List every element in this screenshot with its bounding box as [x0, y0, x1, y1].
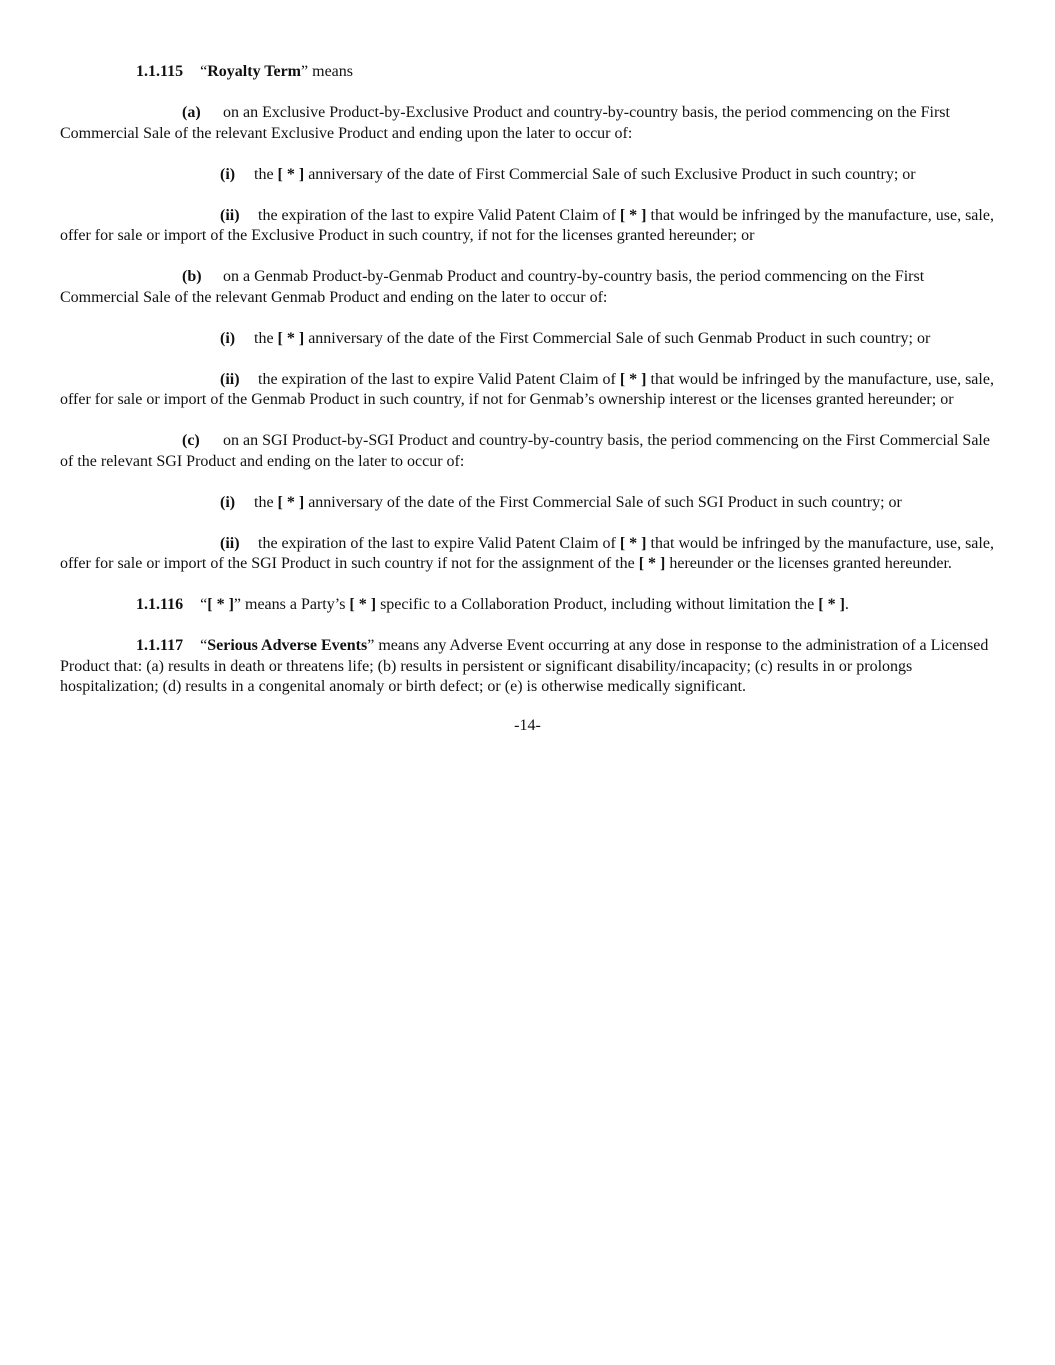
- clause-c-i: [60, 493, 995, 514]
- clause-c: [60, 431, 995, 472]
- clause-b-ii: [60, 370, 995, 411]
- defined-term: Royalty Term: [207, 63, 302, 80]
- definition-lead: ” means: [301, 63, 353, 80]
- redaction-mark: [ * ]: [818, 596, 845, 613]
- redaction-mark: [ * ]: [619, 370, 647, 388]
- clause-label: (b): [182, 268, 202, 285]
- definition-text: .: [844, 596, 849, 613]
- clause-text: anniversary of the date of the First Commercial Sale of such Genmab Product in such country; or: [304, 329, 931, 347]
- clause-text: anniversary of the date of First Commercial Sale of such Exclusive Product in such country; or: [304, 165, 916, 183]
- clause-label: (i): [220, 329, 236, 347]
- section-1-1-116: [60, 595, 995, 616]
- clause-text: the: [254, 329, 278, 347]
- open-quote: “: [200, 596, 208, 613]
- clause-label: (i): [220, 493, 236, 511]
- definition-text: specific to a Collaboration Product, including without limitation the: [376, 596, 819, 613]
- section-1-1-115: [60, 62, 995, 83]
- definition-text: ” means any Adverse Event occurring at any dose in response to the administration of a Licensed Product that: (a) results in death or threatens life; (b) results in persistent or significant disability/incapacity; (c) results in or prolongs hospitalization; (d) results in a congenital anomaly or birth defect; or (e) is otherwise medically significant.: [60, 637, 989, 695]
- clause-text: on an Exclusive Product-by-Exclusive Product and country-by-country basis, the period commencing on the First Commercial Sale of the relevant Exclusive Product and ending upon the later to occur of:: [60, 104, 950, 142]
- section-number: 1.1.116: [136, 596, 184, 613]
- clause-text: the expiration of the last to expire Valid Patent Claim of: [258, 206, 620, 224]
- clause-label: (ii): [220, 206, 240, 224]
- clause-a-ii: [60, 206, 995, 247]
- clause-text: on a Genmab Product-by-Genmab Product and country-by-country basis, the period commencing on the First Commercial Sale of the relevant Genmab Product and ending on the later to occur of:: [60, 268, 925, 306]
- clause-text: the: [254, 493, 278, 511]
- redaction-mark: [ * ]: [207, 596, 234, 613]
- clause-text: that would be infringed by the manufacture, use, sale, offer for sale or import of the Exclusive Product in such country, if not for the licenses granted hereunder; or: [60, 206, 994, 244]
- clause-text: that would be infringed by the manufacture, use, sale, offer for sale or import of the SGI Product in such country if not for the assignment of the: [60, 534, 994, 572]
- clause-label: (i): [220, 165, 236, 183]
- clause-label: (ii): [220, 370, 240, 388]
- redaction-mark: [ * ]: [638, 555, 666, 572]
- clause-b: [60, 267, 995, 308]
- redaction-mark: [ * ]: [619, 534, 647, 552]
- redaction-mark: [ * ]: [619, 206, 647, 224]
- clause-label: (a): [182, 104, 201, 121]
- defined-term: Serious Adverse Events: [207, 637, 368, 654]
- clause-label: (c): [182, 432, 200, 449]
- section-1-1-117: [60, 636, 995, 698]
- clause-text: the: [254, 165, 278, 183]
- clause-label: (ii): [220, 534, 240, 552]
- redaction-mark: [ * ]: [277, 329, 305, 347]
- clause-b-i: [60, 329, 995, 350]
- clause-text: anniversary of the date of the First Commercial Sale of such SGI Product in such country; or: [304, 493, 902, 511]
- clause-a-i: [60, 165, 995, 186]
- clause-text: that would be infringed by the manufacture, use, sale, offer for sale or import of the Genmab Product in such country, if not for Genmab’s ownership interest or the licenses granted hereunder; or: [60, 370, 994, 408]
- clause-c-ii: [60, 534, 995, 575]
- clause-text: hereunder or the licenses granted hereunder.: [665, 555, 952, 572]
- open-quote: “: [200, 637, 208, 654]
- open-quote: “: [200, 63, 208, 80]
- section-number: 1.1.115: [136, 63, 184, 80]
- page-number: -14-: [514, 717, 541, 734]
- redaction-mark: [ * ]: [349, 596, 377, 613]
- section-number: 1.1.117: [136, 637, 184, 654]
- document-page: [60, 62, 995, 757]
- definition-text: ” means a Party’s: [233, 596, 350, 613]
- clause-text: the expiration of the last to expire Valid Patent Claim of: [258, 534, 620, 552]
- redaction-mark: [ * ]: [277, 493, 305, 511]
- clause-a: [60, 103, 995, 144]
- redaction-mark: [ * ]: [277, 165, 305, 183]
- clause-text: on an SGI Product-by-SGI Product and country-by-country basis, the period commencing on the First Commercial Sale of the relevant SGI Product and ending on the later to occur of:: [60, 432, 990, 470]
- clause-text: the expiration of the last to expire Valid Patent Claim of: [258, 370, 620, 388]
